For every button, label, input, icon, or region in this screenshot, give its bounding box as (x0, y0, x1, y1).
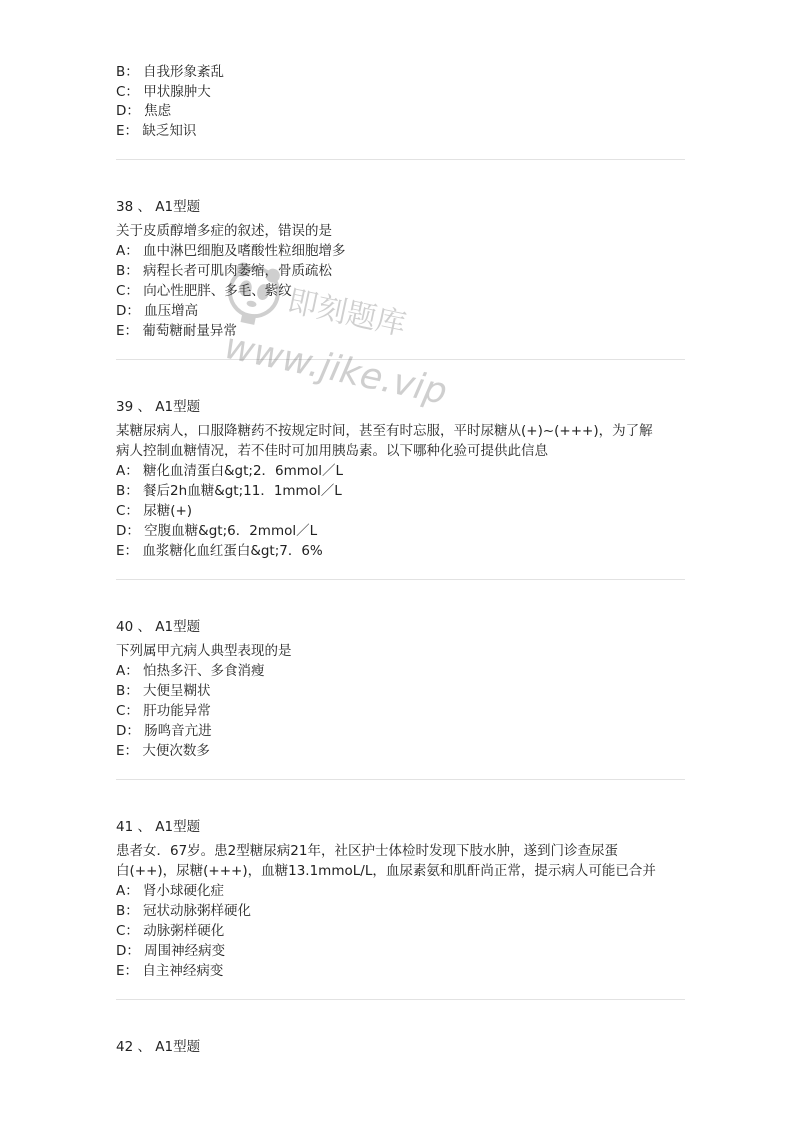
option-d: D： 周围神经病变 (116, 943, 226, 959)
question-header: 40 、 A1型题 (116, 619, 201, 635)
option-b: B： 病程长者可肌肉萎缩，骨质疏松 (116, 263, 333, 279)
option-c: C： 尿糖(+) (116, 503, 193, 519)
watermark-url: www.jike.vip (220, 325, 451, 413)
option-d: D： 焦虑 (116, 103, 172, 119)
option-e: E： 缺乏知识 (116, 123, 197, 139)
question-stem-line-2: 病人控制血糖情况，若不佳时可加用胰岛素。以下哪种化验可提供此信息 (116, 443, 548, 459)
divider (116, 999, 685, 1000)
divider (116, 159, 685, 160)
divider (116, 579, 685, 580)
option-e: E： 血浆糖化血红蛋白&gt;7．6% (116, 543, 323, 559)
option-b: B： 餐后2h血糖&gt;11．1mmol／L (116, 483, 342, 499)
question-stem: 下列属甲亢病人典型表现的是 (116, 643, 292, 659)
option-a: A： 血中淋巴细胞及嗜酸性粒细胞增多 (116, 243, 346, 259)
option-e: E： 大便次数多 (116, 743, 210, 759)
question-stem-line-1: 患者女．67岁。患2型糖尿病21年，社区护士体检时发现下肢水肿，遂到门诊查尿蛋 (116, 843, 618, 859)
question-header: 38 、 A1型题 (116, 199, 201, 215)
question-header: 39 、 A1型题 (116, 399, 201, 415)
option-a: A： 肾小球硬化症 (116, 883, 225, 899)
divider (116, 779, 685, 780)
question-stem: 关于皮质醇增多症的叙述，错误的是 (116, 223, 332, 239)
option-d: D： 血压增高 (116, 303, 199, 319)
option-c: C： 向心性肥胖、多毛、紫纹 (116, 283, 292, 299)
option-b: B： 冠状动脉粥样硬化 (116, 903, 252, 919)
option-b: B： 大便呈糊状 (116, 683, 211, 699)
watermark-brand: 即刻题库 (284, 283, 409, 343)
option-c: C： 动脉粥样硬化 (116, 923, 225, 939)
question-stem-line-2: 白(++)，尿糖(+++)，血糖13.1mmoL/L，血尿素氨和肌酐尚正常，提示病人可能已合并 (116, 863, 656, 879)
option-e: E： 自主神经病变 (116, 963, 224, 979)
option-c: C： 肝功能异常 (116, 703, 211, 719)
option-d: D： 肠鸣音亢进 (116, 723, 212, 739)
option-b: B： 自我形象紊乱 (116, 64, 225, 80)
question-header: 42 、 A1型题 (116, 1039, 201, 1055)
option-a: A： 糖化血清蛋白&gt;2．6mmol／L (116, 463, 343, 479)
question-stem-line-1: 某糖尿病人，口服降糖药不按规定时间，甚至有时忘服，平时尿糖从(+)~(+++)，为了解 (116, 423, 653, 439)
divider (116, 359, 685, 360)
option-e: E： 葡萄糖耐量异常 (116, 323, 237, 339)
question-header: 41 、 A1型题 (116, 819, 201, 835)
option-a: A： 怕热多汗、多食消瘦 (116, 663, 265, 679)
option-d: D： 空腹血糖&gt;6．2mmol／L (116, 523, 318, 539)
option-c: C： 甲状腺肿大 (116, 84, 211, 100)
